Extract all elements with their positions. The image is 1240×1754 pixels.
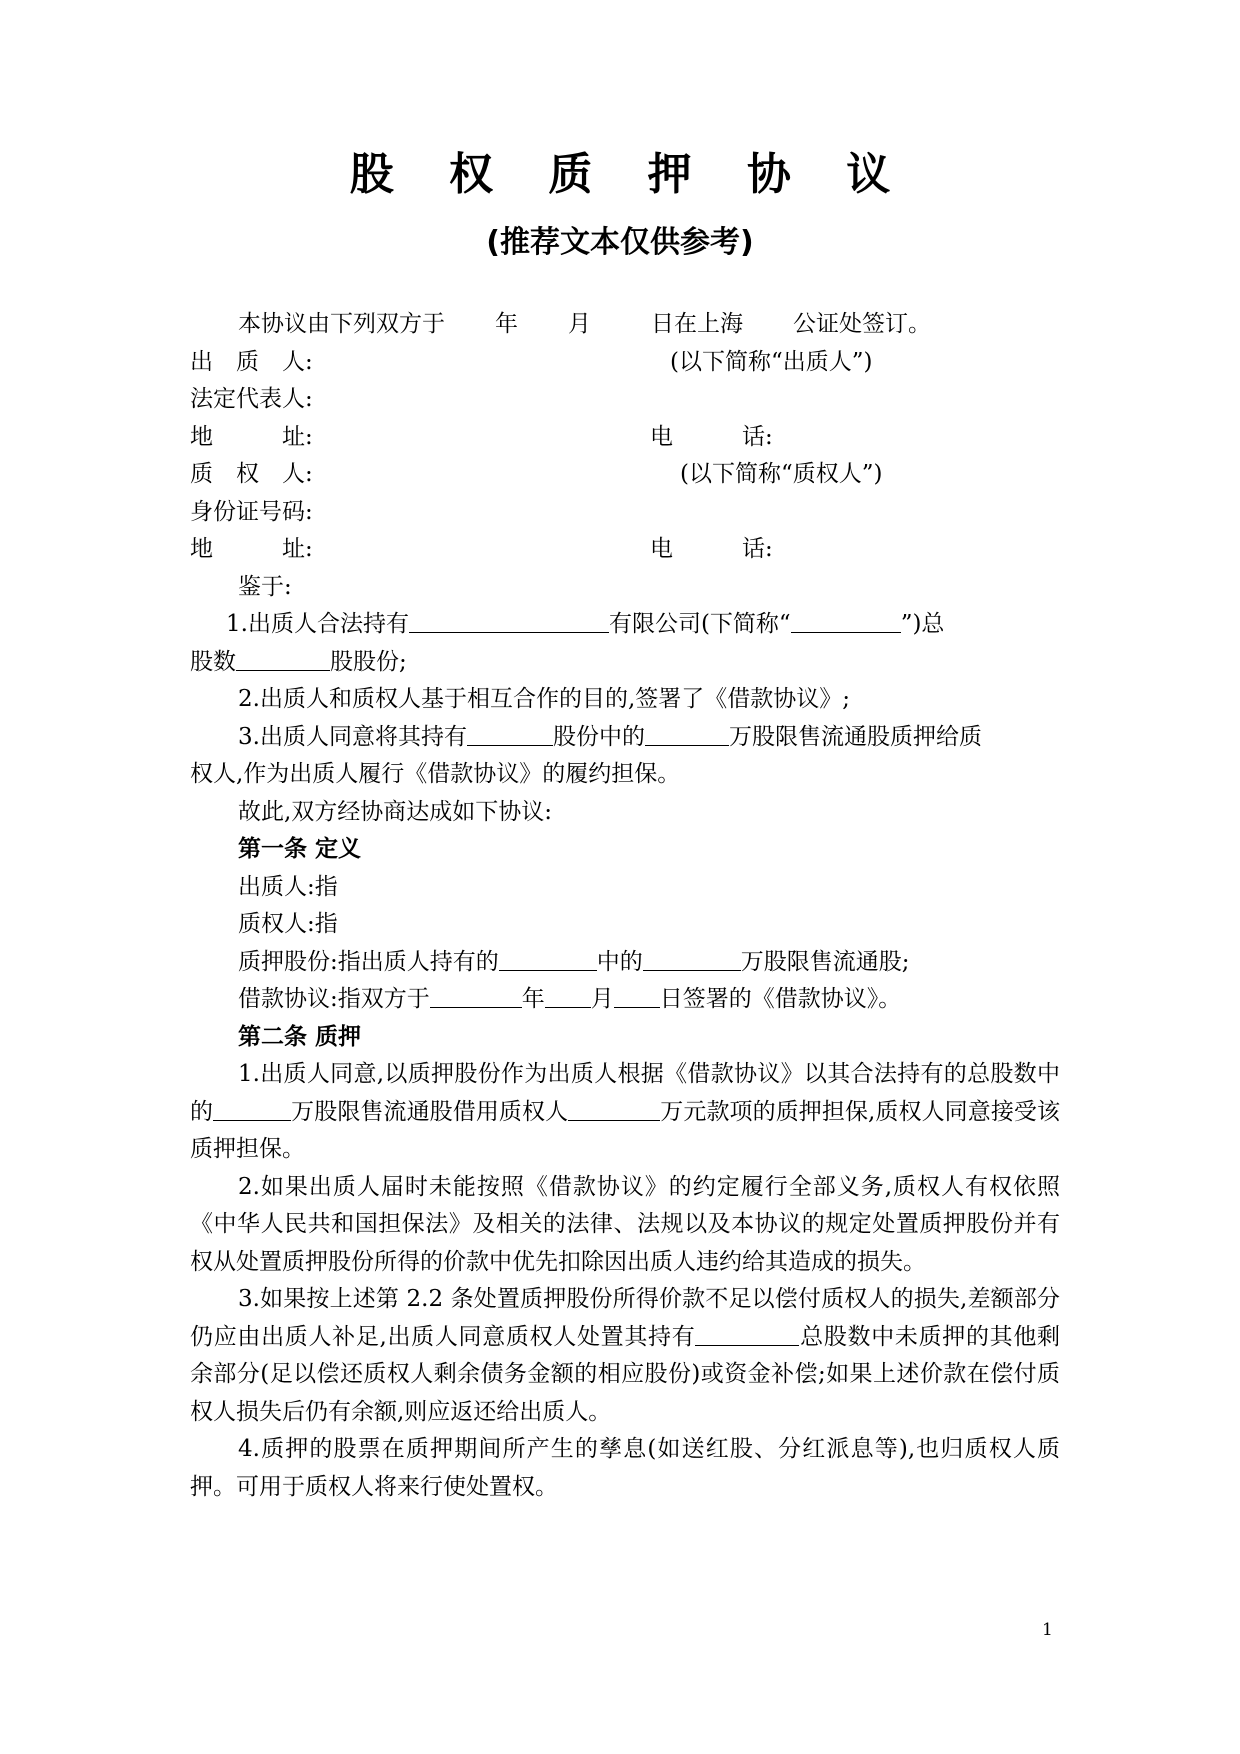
id-label: 身份证号码: bbox=[190, 498, 313, 525]
pledged-shares-blank[interactable] bbox=[645, 721, 729, 746]
shares-holder-blank[interactable] bbox=[499, 946, 597, 971]
legal-rep-line bbox=[190, 381, 1060, 419]
article-2-clause-1: 1.出质人同意,以质押股份作为出质人根据《借款协议》以其合法持有的总股数中的 万股限售流通股借用质权人 万元款项的质押担保,质权人同意接受该质押担保。 bbox=[190, 1061, 1061, 1162]
recital-item-3-cont: 权人,作为出质人履行《借款协议》的履约担保。 bbox=[190, 761, 681, 787]
held-shares-blank[interactable] bbox=[467, 721, 553, 746]
intro-prefix: 本协议由下列双方于 bbox=[238, 311, 445, 337]
intro-day-place: 日在上海 bbox=[651, 311, 743, 337]
pledged-shares-definition: 质押股份:指出质人持有的 中的 万股限售流通股; bbox=[190, 944, 1060, 982]
loan-amount-blank[interactable] bbox=[568, 1096, 660, 1121]
remaining-shares-blank[interactable] bbox=[695, 1321, 799, 1346]
recital-item-1: 1.出质人合法持有 有限公司(下简称“ ”)总 bbox=[190, 606, 1060, 644]
pledgor-line bbox=[190, 344, 1060, 382]
legal-rep-label: 法定代表人: bbox=[190, 386, 313, 412]
recitals-heading: 鉴于: bbox=[238, 573, 292, 600]
pledgor-address-label: 地 址: bbox=[190, 423, 313, 450]
recital-item-1-cont: 股数 股股份; bbox=[190, 644, 1060, 682]
pledgor-definition: 出质人:指 bbox=[238, 873, 338, 900]
loan-day-blank[interactable] bbox=[614, 983, 660, 1008]
intro-year: 年 bbox=[495, 311, 518, 337]
document-subtitle: (推荐文本仅供参考) bbox=[486, 225, 754, 260]
article-2-heading: 第二条 质押 bbox=[238, 1023, 362, 1050]
recital-item-3: 3.出质人同意将其持有 股份中的 万股限售流通股质押给质 bbox=[190, 719, 1060, 757]
pledgee-address-label: 地 址: bbox=[190, 536, 313, 562]
loan-year-blank[interactable] bbox=[430, 983, 522, 1008]
intro-month: 月 bbox=[568, 311, 591, 337]
pledgee-alias: (以下简称“质权人”) bbox=[680, 461, 883, 487]
pledgor-label: 出 质 人: bbox=[190, 348, 313, 375]
article-1-heading: 第一条 定义 bbox=[238, 836, 362, 862]
shares-amount-blank[interactable] bbox=[643, 946, 741, 971]
pledgee-address-line bbox=[190, 531, 1060, 569]
article-2-clause-3: 3.如果按上述第 2.2 条处置质押股份所得价款不足以偿付质权人的损失,差额部分仍应由出质人补足,出质人同意质权人处置其持有 总股数中未质押的其他剩余部分(足以偿还质权人剩余债务金额的相应股份)或资金补偿;如果上述价款在偿付质权人损失后仍有余额,则应返还给出质人。 bbox=[190, 1286, 1060, 1425]
pledge-shares-amount-blank[interactable] bbox=[213, 1096, 291, 1121]
page-number: 1 bbox=[1042, 1620, 1053, 1640]
loan-month-blank[interactable] bbox=[545, 983, 591, 1008]
recitals-conclusion: 故此,双方经协商达成如下协议: bbox=[238, 798, 553, 825]
article-2-clause-4: 4.质押的股票在质押期间所产生的孳息(如送红股、分红派息等),也归质权人质押。可用于质权人将来行使处置权。 bbox=[190, 1436, 1060, 1500]
company-name-blank[interactable] bbox=[409, 608, 609, 633]
pledgee-phone-label: 电 话: bbox=[650, 536, 773, 562]
pledgee-line bbox=[190, 456, 1060, 494]
pledgee-label: 质 权 人: bbox=[190, 461, 313, 487]
pledgee-definition: 质权人:指 bbox=[238, 911, 338, 937]
pledgor-alias: (以下简称“出质人”) bbox=[670, 348, 873, 375]
company-short-name-blank[interactable] bbox=[791, 608, 901, 633]
document-title: 股 权 质 押 协 议 bbox=[349, 149, 911, 200]
document-body bbox=[190, 306, 1060, 1506]
recital-item-2: 2.出质人和质权人基于相互合作的目的,签署了《借款协议》; bbox=[238, 686, 851, 712]
intro-suffix: 公证处签订。 bbox=[793, 311, 931, 337]
id-line bbox=[190, 494, 1060, 532]
total-shares-blank[interactable] bbox=[236, 646, 330, 671]
pledgor-phone-label: 电 话: bbox=[650, 423, 773, 450]
intro-line bbox=[190, 306, 1060, 344]
loan-agreement-definition: 借款协议:指双方于 年 月 日签署的《借款协议》。 bbox=[190, 981, 1060, 1019]
pledgor-address-line bbox=[190, 419, 1060, 457]
article-2-clause-2: 2.如果出质人届时未能按照《借款协议》的约定履行全部义务,质权人有权依照《中华人民共和国担保法》及相关的法律、法规以及本协议的规定处置质押股份并有权从处置质押股份所得的价款中优先扣除因出质人违约给其造成的损失。 bbox=[190, 1173, 1060, 1275]
